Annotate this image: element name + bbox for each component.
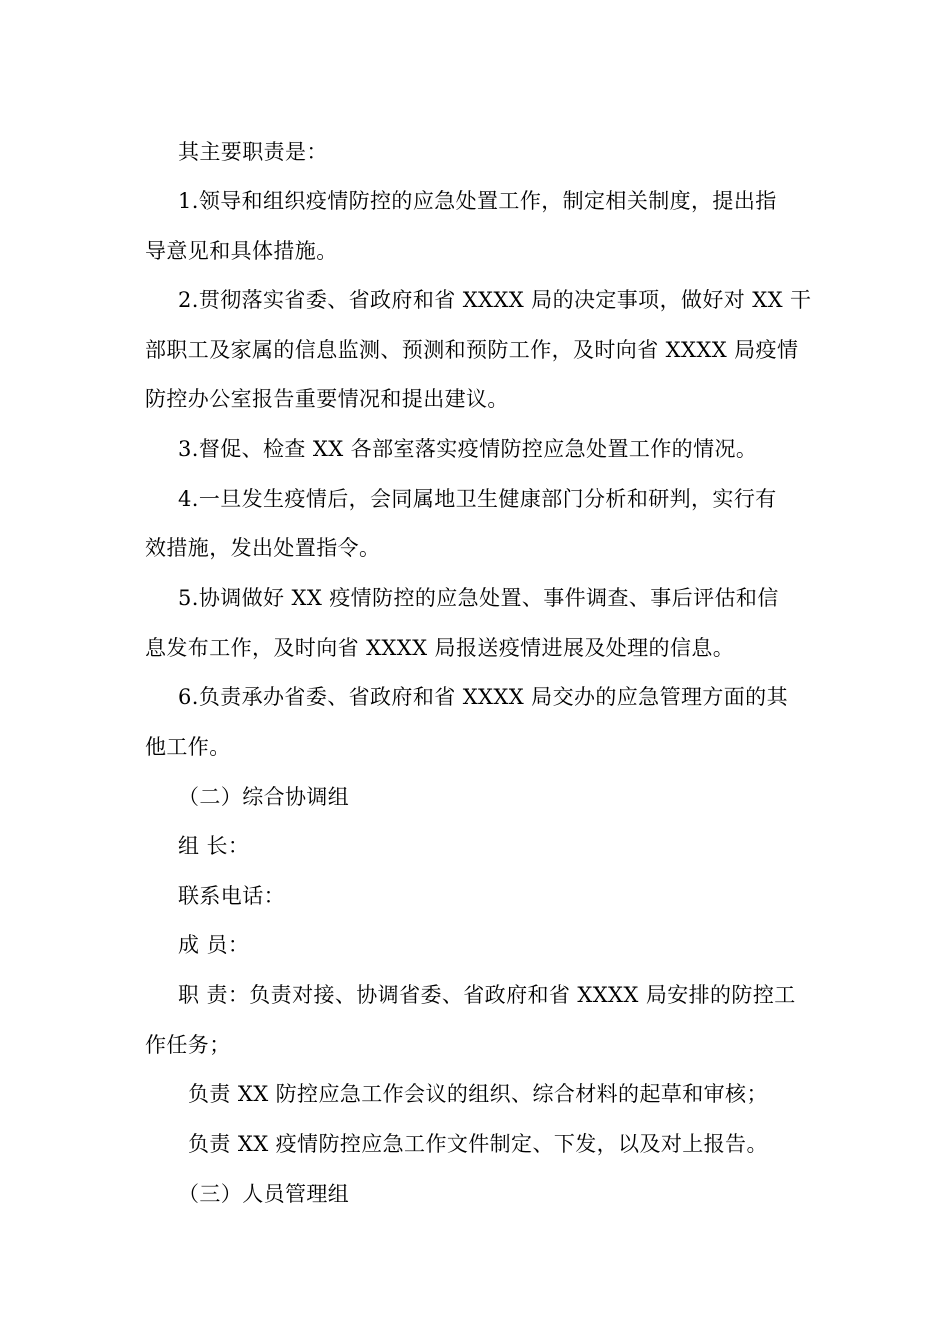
responsibilities-line-2: 作任务；: [145, 1033, 231, 1057]
responsibility-documents: 负责 XX 疫情防控应急工作文件制定、下发，以及对上报告。: [188, 1132, 768, 1156]
duty-4-line-2: 效措施，发出处置指令。: [145, 536, 381, 560]
duty-2-line-3: 防控办公室报告重要情况和提出建议。: [145, 387, 509, 411]
duty-5-line-1: 5.协调做好 XX 疫情防控的应急处置、事件调查、事后评估和信: [178, 586, 779, 610]
contact-phone-label: 联系电话：: [178, 884, 285, 908]
duty-3-line-1: 3.督促、检查 XX 各部室落实疫情防控应急处置工作的情况。: [178, 437, 758, 461]
duty-4-line-1: 4.一旦发生疫情后，会同属地卫生健康部门分析和研判，实行有: [178, 487, 777, 511]
duty-2-line-2: 部职工及家属的信息监测、预测和预防工作，及时向省 XXXX 局疫情: [145, 338, 799, 362]
responsibilities-line-1: 职 责：负责对接、协调省委、省政府和省 XXXX 局安排的防控工: [178, 983, 796, 1007]
members-label: 成 员：: [178, 933, 250, 957]
duty-6-line-1: 6.负责承办省委、省政府和省 XXXX 局交办的应急管理方面的其: [178, 685, 788, 709]
responsibility-meetings: 负责 XX 防控应急工作会议的组织、综合材料的起草和审核；: [188, 1082, 768, 1106]
duty-1-line-1: 1.领导和组织疫情防控的应急处置工作，制定相关制度，提出指: [178, 189, 777, 213]
duty-1-line-2: 导意见和具体措施。: [145, 239, 338, 263]
section-heading-coordination: （二）综合协调组: [178, 785, 350, 809]
duty-6-line-2: 他工作。: [145, 735, 231, 759]
group-leader-label: 组 长：: [178, 834, 250, 858]
duty-5-line-2: 息发布工作，及时向省 XXXX 局报送疫情进展及处理的信息。: [145, 636, 735, 660]
duty-2-line-1: 2.贯彻落实省委、省政府和省 XXXX 局的决定事项，做好对 XX 干: [178, 288, 812, 312]
section-heading-personnel: （三）人员管理组: [178, 1182, 350, 1206]
duties-intro: 其主要职责是：: [178, 140, 328, 164]
